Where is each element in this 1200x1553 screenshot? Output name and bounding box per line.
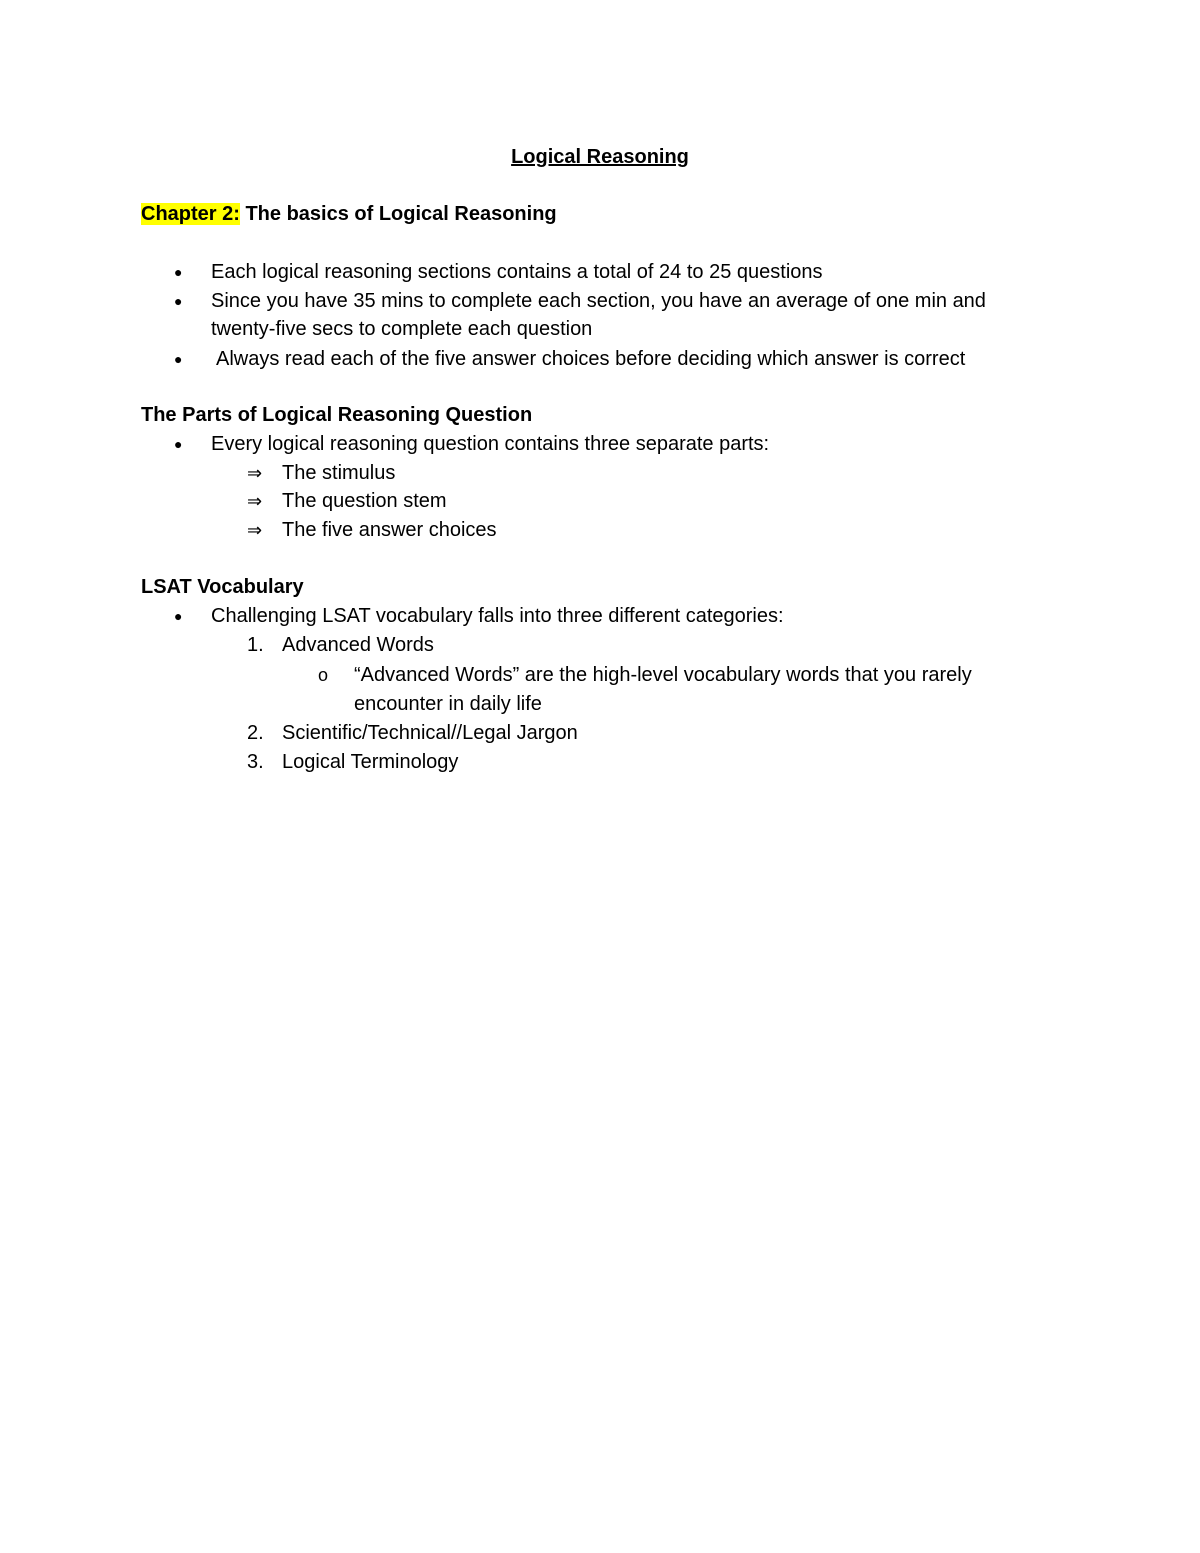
- vocab-list-item: Scientific/Technical//Legal Jargon: [282, 722, 578, 744]
- vocab-sub-bullet-text-continued: encounter in daily life: [354, 693, 542, 715]
- bullet-icon: ●: [174, 264, 183, 280]
- parts-subitem: The question stem: [282, 490, 447, 512]
- circle-bullet-icon: o: [318, 665, 329, 685]
- parts-subitem: The stimulus: [282, 462, 396, 484]
- bullet-icon: ●: [174, 608, 183, 624]
- chapter-bullet-text: Since you have 35 mins to complete each section, you have an average of one min and: [211, 290, 986, 312]
- chapter-heading: [141, 201, 557, 227]
- arrow-icon: ⇒: [247, 520, 263, 540]
- bullet-icon: ●: [174, 351, 183, 367]
- vocab-sub-bullet-text: “Advanced Words” are the high-level vocabulary words that you rarely: [354, 664, 972, 686]
- list-number: 1.: [247, 634, 264, 656]
- vocab-bullet-text: Challenging LSAT vocabulary falls into three different categories:: [211, 605, 784, 627]
- arrow-icon: ⇒: [247, 491, 263, 511]
- vocab-list-item: Advanced Words: [282, 634, 434, 656]
- section-heading-parts: The Parts of Logical Reasoning Question: [141, 404, 533, 426]
- chapter-label: Chapter 2:: [141, 203, 240, 225]
- document-title: Logical Reasoning: [511, 146, 689, 168]
- list-number: 2.: [247, 722, 264, 744]
- chapter-bullet-text: Always read each of the five answer choices before deciding which answer is correct: [216, 348, 966, 370]
- vocab-list-item: Logical Terminology: [282, 751, 459, 773]
- arrow-icon: ⇒: [247, 463, 263, 483]
- chapter-bullet-text: Each logical reasoning sections contains a total of 24 to 25 questions: [211, 261, 823, 283]
- list-number: 3.: [247, 751, 264, 773]
- section-heading-vocabulary: LSAT Vocabulary: [141, 576, 304, 598]
- chapter-title: The basics of Logical Reasoning: [245, 203, 557, 225]
- bullet-icon: ●: [174, 436, 183, 452]
- bullet-icon: ●: [174, 293, 183, 309]
- parts-subitem: The five answer choices: [282, 519, 497, 541]
- chapter-bullet-text-continued: twenty-five secs to complete each question: [211, 318, 593, 340]
- parts-bullet-text: Every logical reasoning question contains three separate parts:: [211, 433, 770, 455]
